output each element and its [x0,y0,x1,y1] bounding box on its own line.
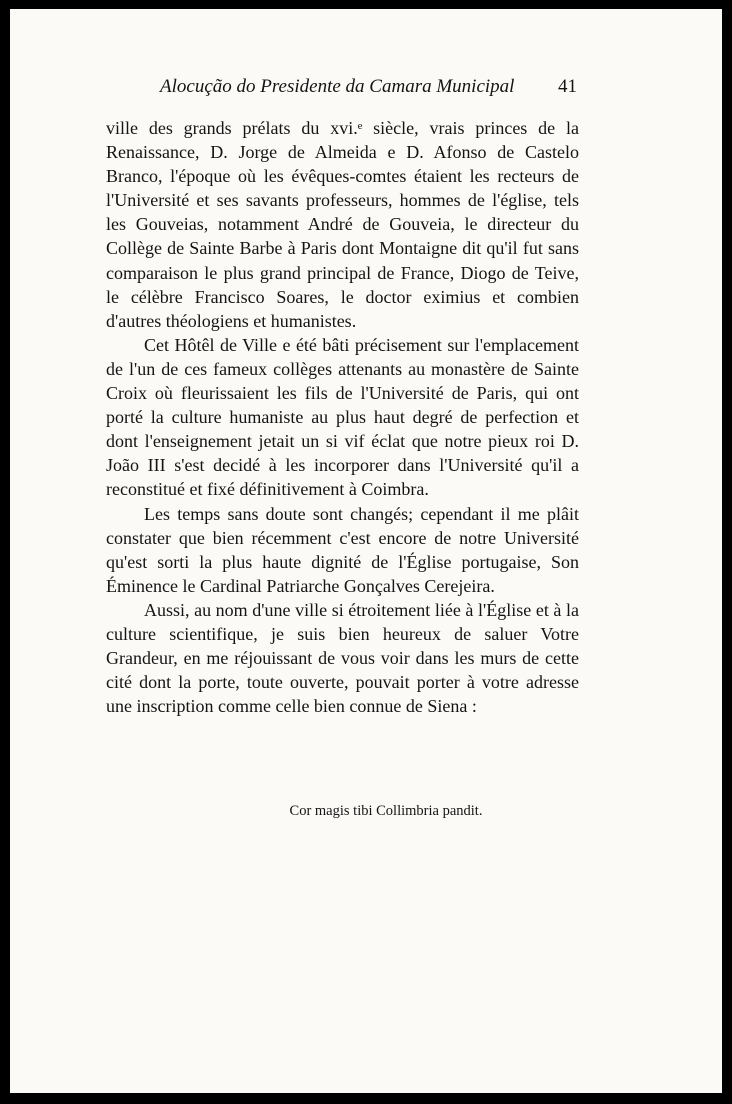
paragraph-1: ville des grands prélats du xvi.ᵉ siècle, vrais princes de la Renaissance, D. Jorge de Almeida e D. Afonso de Castelo Branco, l'époque où les évêques-comtes étaient les recteurs de l'Université et ses savants professeurs, hommes de l'église, tels les Gouveias, notamment André de Gouveia, le directeur du Collège de Sainte Barbe à Paris dont Montaigne dit qu'il fut sans comparaison le plus grand principal de France, Diogo de Teive, le célèbre Francisco Soares, le doctor eximius et combien d'autres théologiens et humanistes. [106,118,579,331]
running-title: Alocução do Presidente da Camara Municipal [160,76,515,97]
latin-quotation: Cor magis tibi Collimbria pandit. [289,803,483,819]
paragraph-3: Les temps sans doute sont changés; cependant il me plâit constater que bien récemment c'est encore de notre Université qu'est sorti la plus haute dignité de l'Église portugaise, Son Éminence le Cardinal Patriarche Gonçalves Cerejeira. [106,503,579,596]
paragraph-2: Cet Hôtêl de Ville e été bâti précisement sur l'emplacement de l'un de ces fameux collèges attenants au monastère de Sainte Croix où fleurissaient les fils de l'Université de Paris, qui ont porté la culture humaniste au plus haut degré de perfection et dont l'enseignement jetait un si vif éclat que notre pieux roi D. João III s'est decidé à les incorporer dans l'Université qu'il a reconstitué et fixé définitivement à Coimbra. [106,334,579,500]
page-number: 41 [558,76,577,97]
scanned-page [10,9,722,1093]
body-text [106,116,579,718]
paragraph-4: Aussi, au nom d'une ville si étroitement liée à l'Église et à la culture scientifique, je suis bien heureux de saluer Votre Grandeur, en me réjouissant de vous voir dans les murs de cette cité dont la porte, toute ouverte, pouvait porter à votre adresse une inscription comme celle bien connue de Siena : [106,599,579,717]
running-head [10,76,722,102]
latin-quotation-block [10,803,722,820]
